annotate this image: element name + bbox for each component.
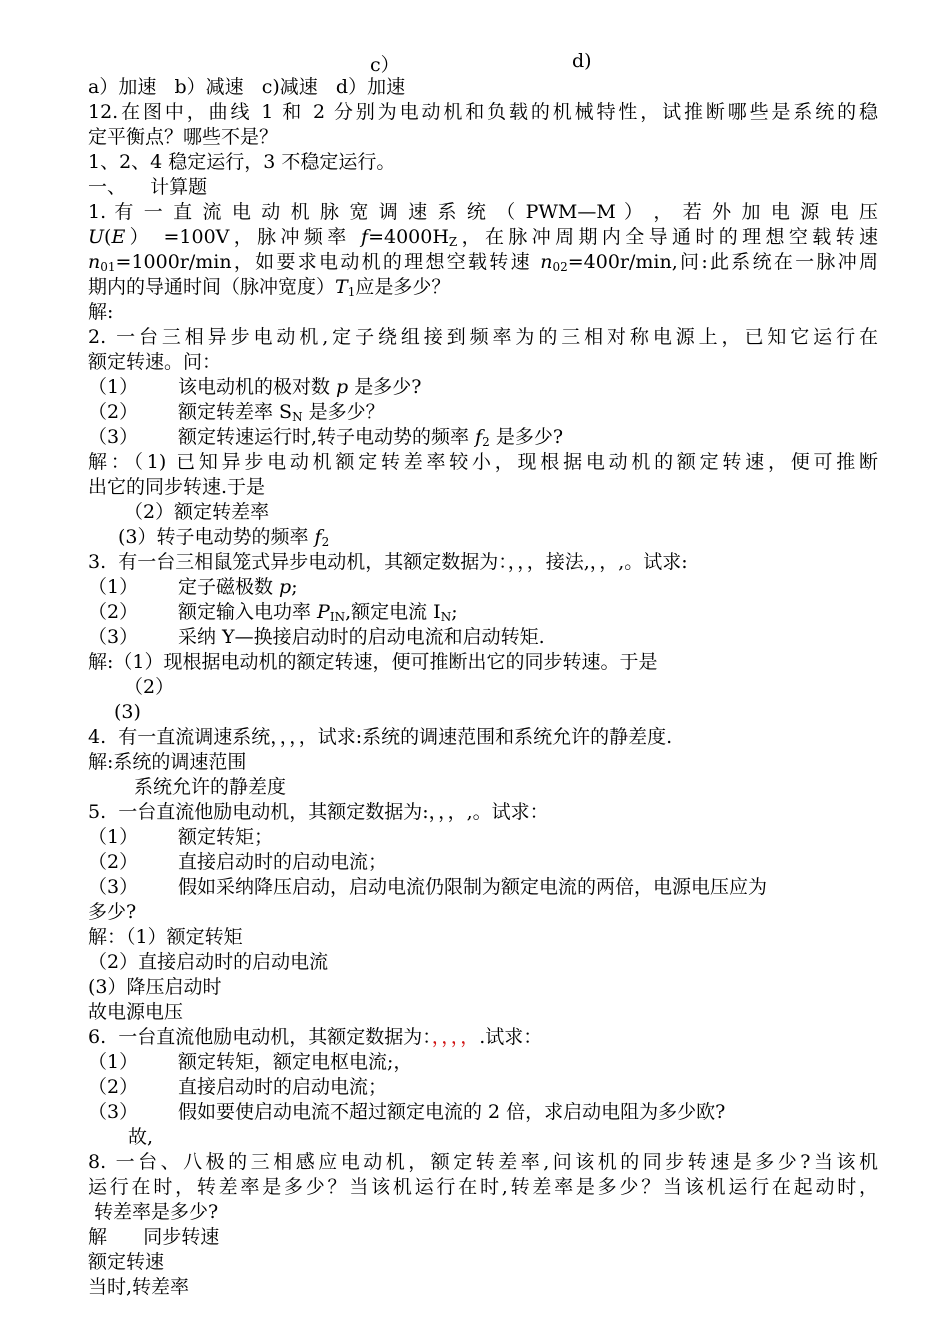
solution-5-part3-cont: 故电源电压 [88, 1001, 184, 1023]
figure-label-c: c） [370, 54, 400, 76]
solution-4-cont: 系统允许的静差度 [134, 776, 287, 798]
solution-2-part2: （2）额定转差率 [124, 501, 270, 523]
question-2: 2. 一台三相异步电动机,定子绕组接到频率为的三相对称电源上，已知它运行在 [88, 326, 878, 348]
solution-5-part2: （2）直接启动时的启动电流 [88, 951, 329, 973]
question-1-line2: U(E） =100V，脉冲频率 $f=4000H_Z$，在脉冲周期内全导通时的理想空载转速 [88, 226, 878, 249]
solution-3-part2: （2） [124, 676, 175, 698]
question-5-item-1: （1） 额定转矩； [88, 826, 274, 848]
question-5-item-3: （3） 假如采纳降压启动，启动电流仍限制为额定电流的两倍，电源电压应为 [88, 876, 768, 898]
question-2-item-3: （3） 额定转速运行时,转子电动势的频率 $f_2$ 是多少? [88, 426, 564, 449]
question-1-line4: 期内的导通时间（脉冲宽度）$T_1$应是多少？ [88, 276, 451, 299]
answer-line: a）加速 b）减速 c)减速 d）加速 [88, 76, 406, 98]
question-4: 4. 有一直流调速系统，，，，试求:系统的调速范围和系统允许的静差度. [88, 726, 673, 748]
question-8-cont: 运行在时，转差率是多少？当该机运行在时,转差率是多少？当该机运行在起动时， [88, 1176, 878, 1198]
figure-label-d: d) [572, 50, 592, 72]
question-12: 12.在图中，曲线 1 和 2 分别为电动机和负载的机械特性，试推断哪些是系统的稳 [88, 101, 878, 123]
solution-4: 解:系统的调速范围 [88, 751, 247, 773]
solution-2-part3: (3）转子电动势的频率 $f_2$ [118, 526, 330, 549]
question-3-item-3: （3） 采纳 Y—换接启动时的启动电流和启动转矩. [88, 626, 545, 648]
solution-3: 解:（1）现根据电动机的额定转速，便可推断出它的同步转速。于是 [88, 651, 658, 673]
question-6-item-3: （3） 假如要使启动电流不超过额定电流的 2 倍，求启动电阻为多少欧? [88, 1101, 726, 1123]
solution-5: 解：（1）额定转矩 [88, 926, 243, 948]
solution-6: 故, [128, 1126, 154, 1148]
question-12-cont: 定平衡点？哪些不是？ [88, 126, 279, 148]
solution-2: 解：（1) 已知异步电动机额定转差率较小，现根据电动机的额定转速，便可推断 [88, 451, 878, 473]
question-6-item-1: （1） 额定转矩，额定电枢电流;， [88, 1051, 413, 1073]
question-8-cont2: 转差率是多少? [94, 1201, 219, 1223]
question-2-item-1: （1） 该电动机的极对数 p 是多少? [88, 376, 422, 398]
question-2-item-2: （2） 额定转差率 $S_N$ 是多少？ [88, 401, 385, 424]
section-heading: 一、 计算题 [88, 176, 208, 198]
question-5: 5. 一台直流他励电动机，其额定数据为:，，，,。试求： [88, 801, 549, 823]
document-body [88, 48, 878, 1300]
solution-2-cont: 出它的同步转速.于是 [88, 476, 266, 498]
question-3: 3. 有一台三相鼠笼式异步电动机，其额定数据为：，，，接法,，，,。试求: [88, 551, 688, 573]
question-8: 8. 一台、八极的三相感应电动机，额定转差率,问该机的同步转速是多少?当该机 [88, 1151, 878, 1173]
solution-label: 解: [88, 301, 114, 323]
question-5-item-3-cont: 多少? [88, 901, 137, 923]
question-2-cont: 额定转速。问： [88, 351, 222, 373]
question-6-item-2: （2） 直接启动时的启动电流； [88, 1076, 388, 1098]
question-3-item-1: （1） 定子磁极数 p; [88, 576, 298, 598]
solution-8-part3: 当时,转差率 [88, 1276, 190, 1298]
question-6: 6. 一台直流他励电动机，其额定数据为：，，，，.试求： [88, 1026, 543, 1048]
question-1-line3: $n_{01}=1000r/\min$，如要求电动机的理想空载转速 $n_{02}=400r/\min$,问:此系统在一脉冲周 [88, 251, 878, 274]
question-1: 1. 有 一 直 流 电 动 机 脉 宽 调 速 系 统 （ PWM—M ） ， 若 外 加 电 源 电 压 [88, 201, 878, 223]
solution-3-part3: (3) [114, 701, 141, 723]
question-3-item-2: （2） 额定输入电功率 $P_{IN}$,额定电流 $I_N$; [88, 601, 458, 624]
solution-5-part3: (3）降压启动时 [88, 976, 222, 998]
question-5-item-2: （2） 直接启动时的启动电流； [88, 851, 388, 873]
answer-12: 1、2、4 稳定运行，3 不稳定运行。 [88, 151, 396, 173]
solution-8-part2: 额定转速 [88, 1251, 165, 1273]
solution-8: 解 同步转速 [88, 1226, 220, 1248]
